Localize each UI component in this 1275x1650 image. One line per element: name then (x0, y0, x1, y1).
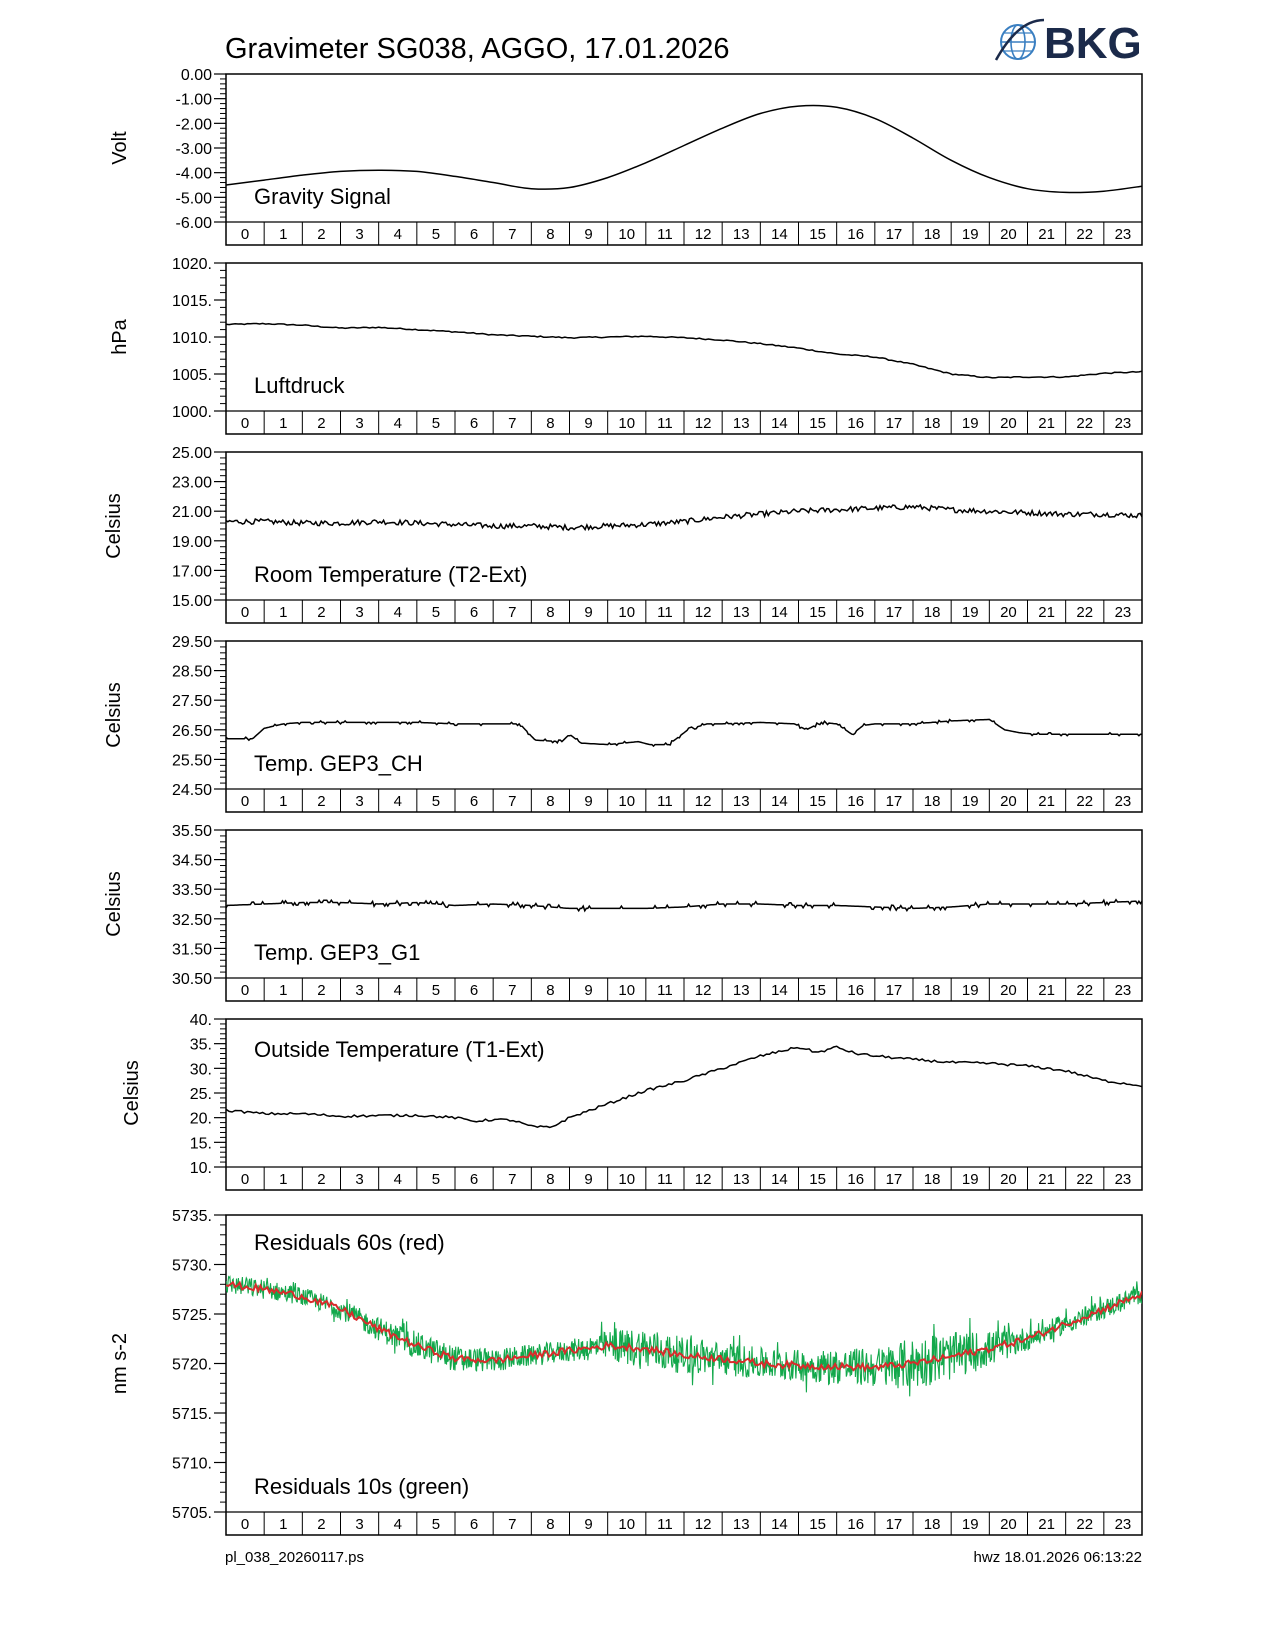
hour-tick-label: 8 (546, 982, 555, 999)
y-tick-label: 23.00 (171, 474, 212, 492)
hour-tick-label: 16 (847, 1516, 865, 1533)
hour-tick-label: 12 (694, 982, 712, 999)
hour-tick-label: 17 (885, 1171, 903, 1188)
hour-tick-label: 19 (961, 1171, 979, 1188)
panel-label-secondary: Residuals 10s (green) (254, 1474, 470, 1499)
hour-tick-label: 14 (771, 1171, 788, 1188)
panel-label: Temp. GEP3_CH (254, 751, 423, 776)
y-tick-label: 29.50 (171, 634, 212, 651)
hour-tick-label: 18 (923, 226, 941, 243)
y-tick-label: 19.00 (171, 533, 212, 551)
hour-tick-label: 12 (694, 793, 712, 810)
hour-tick-label: 10 (618, 415, 636, 432)
hour-tick-label: 17 (885, 226, 903, 243)
hour-tick-label: 14 (771, 1516, 788, 1533)
y-tick-label: 28.50 (171, 663, 212, 681)
hour-tick-label: 0 (240, 982, 250, 999)
panel-label: Gravity Signal (254, 184, 391, 209)
hour-tick-label: 21 (1038, 226, 1055, 243)
hour-tick-label: 12 (694, 415, 712, 432)
hour-tick-label: 10 (618, 1516, 636, 1533)
hour-tick-label: 15 (809, 604, 826, 621)
hour-tick-label: 16 (847, 1171, 865, 1188)
hour-tick-label: 19 (961, 415, 979, 432)
hour-tick-label: 19 (961, 604, 979, 621)
hour-tick-label: 4 (393, 793, 402, 810)
y-tick-label: -5.00 (175, 190, 212, 208)
hour-tick-label: 9 (584, 982, 593, 999)
y-tick-label: 1005. (171, 367, 212, 384)
hour-tick-label: 16 (847, 415, 865, 432)
hour-tick-label: 10 (618, 793, 636, 810)
hour-tick-label: 20 (1000, 1171, 1017, 1188)
hour-tick-label: 6 (469, 415, 479, 432)
y-tick-label: 25.50 (171, 752, 212, 770)
hour-tick-label: 21 (1038, 1516, 1055, 1533)
hour-tick-label: 16 (847, 226, 865, 243)
hour-tick-label: 11 (657, 982, 673, 999)
hour-tick-label: 0 (240, 226, 250, 243)
hour-tick-label: 6 (469, 793, 479, 810)
hour-tick-label: 3 (355, 226, 364, 243)
hour-tick-label: 17 (885, 982, 903, 999)
hour-tick-label: 22 (1076, 226, 1094, 243)
hour-tick-label: 5 (431, 226, 441, 243)
y-tick-label: 20. (189, 1110, 212, 1128)
hour-tick-label: 18 (923, 1171, 941, 1188)
hour-tick-label: 8 (546, 793, 555, 810)
hour-tick-label: 19 (961, 982, 979, 999)
y-tick-label: 1010. (171, 330, 212, 347)
hour-tick-label: 12 (694, 604, 712, 621)
hour-tick-label: 20 (1000, 604, 1017, 621)
hour-tick-label: 6 (469, 604, 479, 621)
panel-label: Luftdruck (254, 373, 345, 398)
hour-tick-label: 23 (1114, 226, 1132, 243)
hour-tick-label: 9 (584, 793, 593, 810)
hour-tick-label: 12 (694, 226, 712, 243)
hour-tick-label: 15 (809, 1171, 826, 1188)
hour-tick-label: 13 (732, 226, 750, 243)
hour-tick-label: 6 (469, 1516, 479, 1533)
hour-tick-label: 1 (279, 1171, 288, 1188)
hour-tick-label: 13 (732, 1171, 750, 1188)
hour-tick-label: 9 (584, 415, 593, 432)
hour-tick-label: 14 (771, 793, 788, 810)
hour-tick-label: 16 (847, 793, 865, 810)
y-tick-label: 35. (189, 1036, 212, 1054)
hour-tick-label: 20 (1000, 1516, 1017, 1533)
hour-tick-label: 0 (240, 793, 250, 810)
y-tick-label: 31.50 (171, 941, 212, 959)
y-tick-label: -4.00 (175, 165, 212, 183)
hour-tick-label: 5 (431, 415, 441, 432)
hour-tick-label: 3 (355, 1516, 364, 1533)
y-tick-label: -2.00 (175, 116, 212, 134)
y-tick-label: 1020. (171, 256, 212, 273)
hour-tick-label: 6 (469, 1171, 479, 1188)
hour-tick-label: 5 (431, 1516, 441, 1533)
y-tick-label: 32.50 (171, 911, 212, 929)
y-tick-label: 5705. (171, 1505, 212, 1522)
hour-tick-label: 13 (732, 415, 750, 432)
hour-tick-label: 15 (809, 415, 826, 432)
hour-tick-label: 11 (657, 604, 673, 621)
hour-tick-label: 18 (923, 793, 941, 810)
hour-tick-label: 11 (657, 226, 673, 243)
hour-tick-label: 1 (279, 793, 288, 810)
hour-tick-label: 13 (732, 604, 750, 621)
hour-tick-label: 21 (1038, 604, 1055, 621)
hour-tick-label: 14 (771, 604, 788, 621)
y-axis-label: Celsius (103, 682, 125, 748)
panel-label: Outside Temperature (T1-Ext) (254, 1037, 545, 1062)
y-axis-label: hPa (109, 319, 131, 355)
hour-tick-label: 4 (393, 982, 402, 999)
hour-tick-label: 1 (279, 1516, 288, 1533)
hour-tick-label: 21 (1038, 1171, 1055, 1188)
hour-tick-label: 10 (618, 982, 636, 999)
hour-tick-label: 3 (355, 793, 364, 810)
y-tick-label: 5730. (171, 1257, 212, 1275)
hour-tick-label: 13 (732, 1516, 750, 1533)
hour-tick-label: 14 (771, 982, 788, 999)
hour-tick-label: 8 (546, 415, 555, 432)
y-tick-label: 30.50 (171, 971, 212, 988)
hour-tick-label: 15 (809, 982, 826, 999)
y-tick-label: 27.50 (171, 693, 212, 711)
hour-tick-label: 2 (317, 1171, 326, 1188)
hour-tick-label: 7 (508, 793, 517, 810)
hour-tick-label: 21 (1038, 793, 1055, 810)
hour-tick-label: 17 (885, 604, 903, 621)
hour-tick-label: 2 (317, 793, 326, 810)
hour-tick-label: 2 (317, 415, 326, 432)
hour-tick-label: 6 (469, 982, 479, 999)
hour-tick-label: 14 (771, 415, 788, 432)
hour-tick-label: 4 (393, 1516, 402, 1533)
hour-tick-label: 15 (809, 1516, 826, 1533)
hour-tick-label: 19 (961, 793, 979, 810)
hour-tick-label: 16 (847, 604, 865, 621)
hour-tick-label: 17 (885, 415, 903, 432)
hour-tick-label: 12 (694, 1516, 712, 1533)
y-tick-label: 1015. (171, 293, 212, 310)
hour-tick-label: 8 (546, 1171, 555, 1188)
hour-tick-label: 5 (431, 604, 441, 621)
hour-tick-label: 11 (657, 1171, 673, 1188)
hour-tick-label: 6 (469, 226, 479, 243)
hour-tick-label: 22 (1076, 1516, 1094, 1533)
y-tick-label: 30. (189, 1061, 212, 1079)
hour-tick-label: 22 (1076, 1171, 1094, 1188)
hour-tick-label: 18 (923, 604, 941, 621)
hour-tick-label: 7 (508, 604, 517, 621)
y-tick-label: 34.50 (171, 852, 212, 870)
y-tick-label: -1.00 (175, 91, 212, 109)
hour-tick-label: 5 (431, 982, 441, 999)
hour-tick-label: 11 (657, 1516, 673, 1533)
hour-tick-label: 9 (584, 226, 593, 243)
hour-tick-label: 4 (393, 226, 402, 243)
footer-filename: pl_038_20260117.ps (225, 1549, 365, 1566)
hour-tick-label: 22 (1076, 415, 1094, 432)
y-tick-label: 5725. (171, 1307, 212, 1324)
hour-tick-label: 4 (393, 1171, 402, 1188)
y-axis-label: Celsius (121, 1060, 143, 1126)
hour-tick-label: 0 (240, 1516, 250, 1533)
hour-tick-label: 10 (618, 1171, 636, 1188)
hour-tick-label: 15 (809, 226, 826, 243)
hour-tick-label: 2 (317, 226, 326, 243)
hour-tick-label: 23 (1114, 1171, 1132, 1188)
hour-tick-label: 22 (1076, 793, 1094, 810)
y-tick-label: -6.00 (175, 215, 212, 232)
hour-tick-label: 9 (584, 1516, 593, 1533)
hour-tick-label: 13 (732, 982, 750, 999)
hour-tick-label: 21 (1038, 982, 1055, 999)
y-tick-label: 26.50 (171, 722, 212, 740)
hour-tick-label: 4 (393, 604, 402, 621)
y-tick-label: 25.00 (171, 445, 212, 462)
hour-tick-label: 23 (1114, 982, 1132, 999)
hour-tick-label: 1 (279, 604, 288, 621)
y-tick-label: 0.00 (180, 67, 212, 84)
hour-tick-label: 20 (1000, 226, 1017, 243)
hour-tick-label: 2 (317, 604, 326, 621)
hour-tick-label: 17 (885, 1516, 903, 1533)
y-tick-label: 5710. (171, 1455, 212, 1473)
y-tick-label: 40. (189, 1012, 212, 1029)
hour-tick-label: 4 (393, 415, 402, 432)
hour-tick-label: 8 (546, 604, 555, 621)
hour-tick-label: 1 (279, 415, 288, 432)
y-tick-label: 35.50 (171, 823, 212, 840)
hour-tick-label: 23 (1114, 604, 1132, 621)
y-axis-label: Celsius (103, 493, 125, 559)
hour-tick-label: 3 (355, 982, 364, 999)
hour-tick-label: 18 (923, 1516, 941, 1533)
y-tick-label: 17.00 (171, 563, 212, 581)
hour-tick-label: 13 (732, 793, 750, 810)
y-tick-label: 5715. (171, 1406, 212, 1423)
hour-tick-label: 20 (1000, 415, 1017, 432)
hour-tick-label: 7 (508, 1171, 517, 1188)
hour-tick-label: 7 (508, 1516, 517, 1533)
hour-tick-label: 0 (240, 604, 250, 621)
hour-tick-label: 14 (771, 226, 788, 243)
panel-label: Temp. GEP3_G1 (254, 940, 421, 965)
hour-tick-label: 5 (431, 1171, 441, 1188)
y-tick-label: 25. (189, 1086, 212, 1103)
hour-tick-label: 22 (1076, 982, 1094, 999)
hour-tick-label: 2 (317, 1516, 326, 1533)
hour-tick-label: 16 (847, 982, 865, 999)
hour-tick-label: 9 (584, 604, 593, 621)
hour-tick-label: 18 (923, 415, 941, 432)
hour-tick-label: 10 (618, 226, 636, 243)
y-tick-label: 10. (189, 1160, 212, 1177)
y-tick-label: 1000. (171, 404, 212, 421)
hour-tick-label: 3 (355, 415, 364, 432)
hour-tick-label: 21 (1038, 415, 1055, 432)
logo-text: BKG (1044, 19, 1142, 68)
hour-tick-label: 11 (657, 793, 673, 810)
y-tick-label: 24.50 (171, 782, 212, 799)
y-tick-label: 15. (189, 1135, 212, 1153)
hour-tick-label: 18 (923, 982, 941, 999)
hour-tick-label: 7 (508, 415, 517, 432)
footer-timestamp: hwz 18.01.2026 06:13:22 (973, 1549, 1142, 1566)
y-tick-label: 5735. (171, 1208, 212, 1225)
hour-tick-label: 8 (546, 1516, 555, 1533)
hour-tick-label: 15 (809, 793, 826, 810)
hour-tick-label: 5 (431, 793, 441, 810)
hour-tick-label: 7 (508, 226, 517, 243)
hour-tick-label: 11 (657, 415, 673, 432)
hour-tick-label: 12 (694, 1171, 712, 1188)
hour-tick-label: 23 (1114, 1516, 1132, 1533)
hour-tick-label: 1 (279, 982, 288, 999)
y-tick-label: 5720. (171, 1356, 212, 1374)
y-axis-label: Celsius (103, 871, 125, 937)
panel-label: Room Temperature (T2-Ext) (254, 562, 528, 587)
y-axis-label: Volt (109, 131, 131, 165)
y-tick-label: 21.00 (171, 504, 212, 522)
chart-title: Gravimeter SG038, AGGO, 17.01.2026 (225, 33, 730, 65)
hour-tick-label: 0 (240, 1171, 250, 1188)
hour-tick-label: 23 (1114, 415, 1132, 432)
hour-tick-label: 9 (584, 1171, 593, 1188)
y-tick-label: -3.00 (175, 141, 212, 158)
hour-tick-label: 8 (546, 226, 555, 243)
hour-tick-label: 7 (508, 982, 517, 999)
hour-tick-label: 19 (961, 226, 979, 243)
hour-tick-label: 3 (355, 1171, 364, 1188)
hour-tick-label: 23 (1114, 793, 1132, 810)
hour-tick-label: 22 (1076, 604, 1094, 621)
hour-tick-label: 0 (240, 415, 250, 432)
hour-tick-label: 2 (317, 982, 326, 999)
hour-tick-label: 20 (1000, 982, 1017, 999)
y-tick-label: 33.50 (171, 882, 212, 900)
hour-tick-label: 10 (618, 604, 636, 621)
y-tick-label: 15.00 (171, 593, 212, 610)
hour-tick-label: 19 (961, 1516, 979, 1533)
hour-tick-label: 1 (279, 226, 288, 243)
hour-tick-label: 3 (355, 604, 364, 621)
hour-tick-label: 20 (1000, 793, 1017, 810)
panel-label: Residuals 60s (red) (254, 1230, 445, 1255)
y-axis-label: nm s-2 (109, 1332, 131, 1395)
hour-tick-label: 17 (885, 793, 903, 810)
